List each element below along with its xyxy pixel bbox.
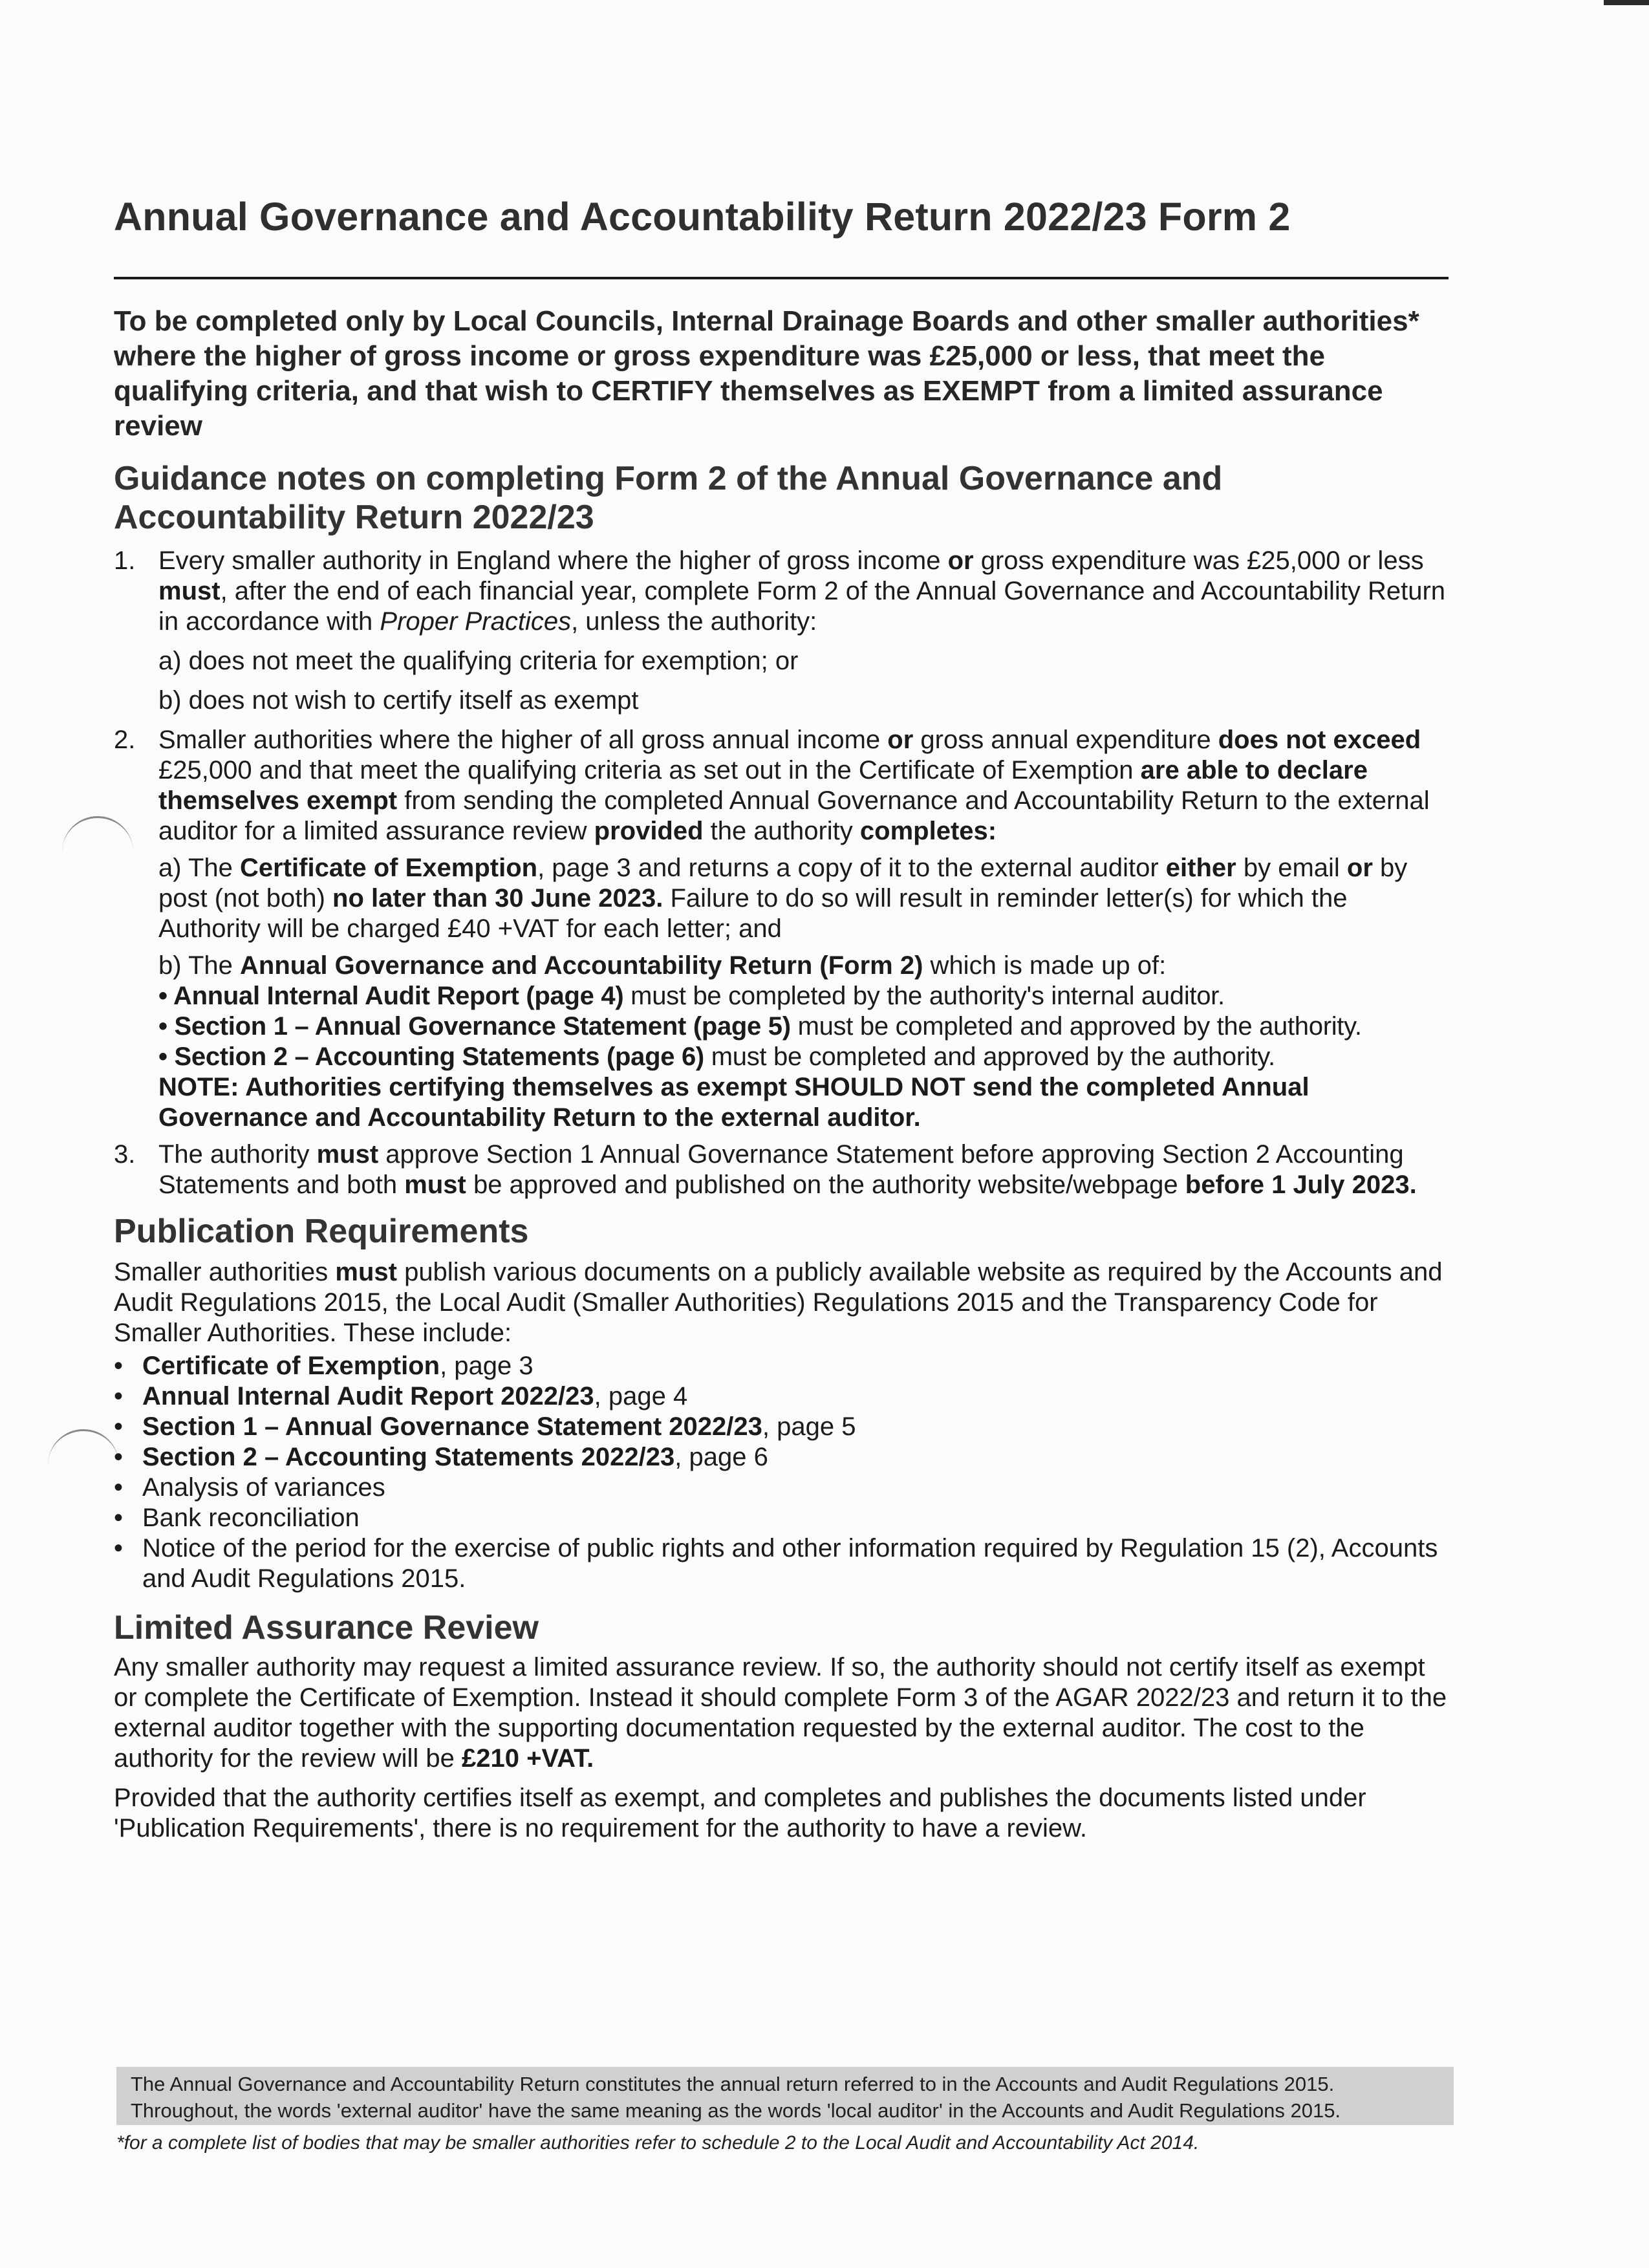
publication-item: • Bank reconciliation (114, 1504, 360, 1532)
footer-line-2: Throughout, the words 'external auditor' have the same meaning as the words 'local auditor' in the Accounts and Audit Regulations 2015. (131, 2099, 1341, 2122)
item-sub-b: b) The Annual Governance and Accountability Return (Form 2) which is made up of: (158, 951, 1167, 980)
footer-line-1: The Annual Governance and Accountability Return constitutes the annual return referred to in the Accounts and Audit Regulations 2015. (131, 2073, 1335, 2095)
form-part-item: • Annual Internal Audit Report (page 4) must be completed by the authority's internal auditor. (158, 982, 1225, 1010)
title-divider (114, 277, 1449, 279)
scan-edge-mark (1604, 0, 1649, 5)
publication-item: • Section 1 – Annual Governance Statement 2022/23, page 5 (114, 1412, 856, 1441)
limited-assurance-text: Any smaller authority may request a limited assurance review. If so, the authority should not certify itself as exempt or complete the Certificate of Exemption. Instead it should complete Form 3 of the AGAR 2022/23 and return it to the external auditor together with the supporting documentation requested by the external auditor. The cost to the authority for the review will be £210 +VAT. (114, 1653, 1447, 1773)
item-text: Smaller authorities where the higher of all gross annual income or gross annual expenditure does not exceed £25,000 and that meet the qualifying criteria as set out in the Certificate of Exemption are able to declare themselves exempt from sending the completed Annual Governance and Accountability Return to the external auditor for a limited assurance review provided the authority completes: (158, 726, 1430, 845)
item-sub-b: b) does not wish to certify itself as exempt (158, 686, 639, 715)
item-text: The authority must approve Section 1 Annual Governance Statement before approving Section 2 Accounting Statements and both must be approved and published on the authority website/webpage before 1 July 2023. (158, 1140, 1417, 1199)
item-sub-a: a) does not meet the qualifying criteria for exemption; or (158, 647, 799, 675)
form-part-item: • Section 2 – Accounting Statements (page 6) must be completed and approved by the authority. (158, 1042, 1275, 1071)
guidance-heading-line1: Guidance notes on completing Form 2 of the Annual Governance and (114, 460, 1223, 497)
publication-text: Smaller authorities must publish various documents on a publicly available website as required by the Accounts and Audit Regulations 2015, the Local Audit (Smaller Authorities) Regulations 2015 and the Transparency Code for Smaller Authorities. These include: (114, 1258, 1443, 1347)
item-number: 1. (114, 546, 136, 575)
review-exemption-text: Provided that the authority certifies itself as exempt, and completes and publishes the documents listed under 'Publication Requirements', there is no requirement for the authority to have a review. (114, 1784, 1366, 1842)
publication-item: • Section 2 – Accounting Statements 2022/23, page 6 (114, 1443, 768, 1471)
publication-item: • Notice of the period for the exercise of public rights and other information required by Regulation 15 (2), Accounts and Audit Regulations 2015. (114, 1534, 1438, 1593)
guidance-heading-line2: Accountability Return 2022/23 (114, 499, 594, 536)
form-part-item: • Section 1 – Annual Governance Statement (page 5) must be completed and approved by the authority. (158, 1012, 1362, 1041)
guidance-item-2 (114, 725, 1452, 1133)
exempt-note: NOTE: Authorities certifying themselves as exempt SHOULD NOT send the completed Annual Governance and Accountability Return to the external auditor. (158, 1073, 1310, 1132)
item-number: 3. (114, 1140, 136, 1169)
item-number: 2. (114, 726, 136, 754)
limited-assurance-heading: Limited Assurance Review (114, 1609, 539, 1647)
item-sub-a: a) The Certificate of Exemption, page 3 and returns a copy of it to the external auditor either by email or by post (not both) no later than 30 June 2023. Failure to do so will result in reminder letter(s) for which the Authority will be charged £40 +VAT for each letter; and (158, 854, 1408, 943)
publication-list (114, 1351, 1452, 1594)
intro-statement: To be completed only by Local Councils, Internal Drainage Boards and other smaller authorities* where the higher of gross income or gross expenditure was £25,000 or less, that meet the qualifying criteria, and that wish to CERTIFY themselves as EXEMPT from a limited assurance review (114, 305, 1419, 442)
footer-notice (116, 2067, 1454, 2125)
footnote: *for a complete list of bodies that may be smaller authorities refer to schedule 2 to the Local Audit and Accountability Act 2014. (116, 2132, 1200, 2154)
guidance-item-1 (114, 546, 1452, 716)
publication-item: • Annual Internal Audit Report 2022/23, page 4 (114, 1382, 688, 1410)
punch-hole-mark (48, 1429, 119, 1470)
document-page (114, 194, 1452, 1844)
guidance-list (114, 546, 1452, 1200)
item-text: Every smaller authority in England where the higher of gross income or gross expenditure was £25,000 or less must, after the end of each financial year, complete Form 2 of the Annual Governance and Accountability Return in accordance with Proper Practices, unless the authority: (158, 546, 1446, 636)
publication-heading: Publication Requirements (114, 1213, 529, 1250)
guidance-heading (114, 459, 1452, 537)
form-part-list (158, 981, 1452, 1072)
guidance-item-3 (114, 1139, 1452, 1200)
publication-item: • Analysis of variances (114, 1473, 385, 1502)
publication-item: • Certificate of Exemption, page 3 (114, 1352, 534, 1380)
page-title: Annual Governance and Accountability Return 2022/23 Form 2 (114, 195, 1291, 239)
